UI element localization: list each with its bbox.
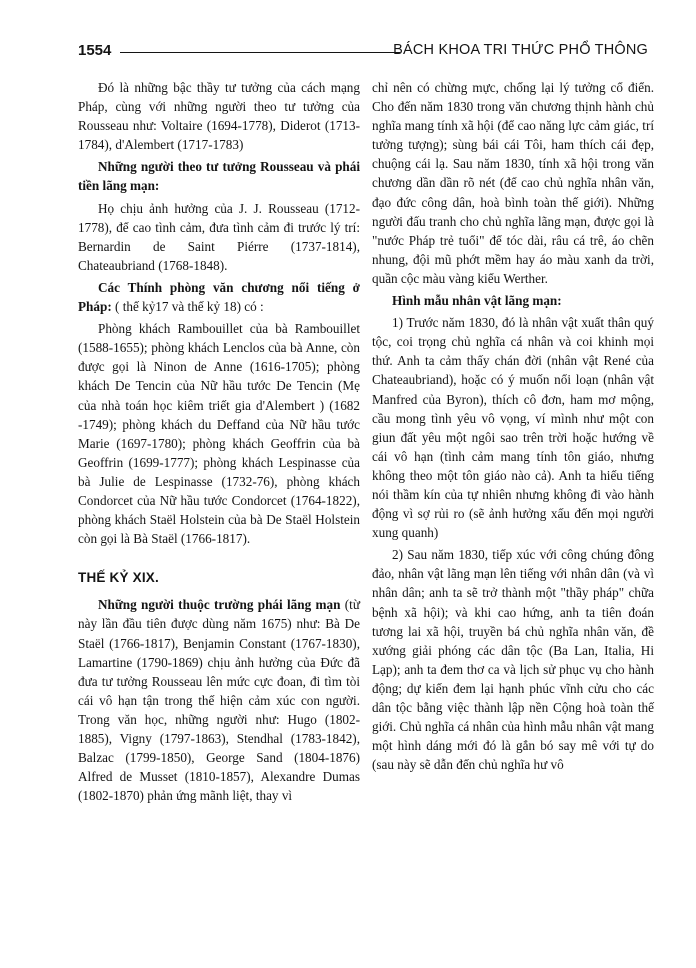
right-column: [372, 78, 654, 774]
paragraph-text: (từ này lần đầu tiên được dùng năm 1675) như: Bà De Staël (1766-1817), Benjamin Constant (1767-1830), Lamartine (1790-1869) chịu ảnh hưởng của Đức đã đưa tư tưởng Rousseau lên mức cực đoan, đi tìm tòi cái vô hạn tận trong thế hiện cảm xúc con người. Trong văn học, những người như: Hugo (1802-1885), Vigny (1797-1863), Stendhal (1783-1842), Balzac (1799-1850), George Sand (1804-1876) Alfred de Musset (1810-1857), Alexandre Dumas (1802-1870) phản ứng mãnh liệt, thay vì: [78, 597, 360, 804]
section-heading: Hình mẫu nhân vật lãng mạn:: [392, 293, 562, 309]
page-header: [78, 42, 648, 68]
paragraph: 2) Sau năm 1830, tiếp xúc với công chúng đông đảo, nhân vật lãng mạn lên tiếng với nhân dân (và vì nhân dân; anh ta sẽ trở thành một "thầy pháp" chữa bệnh xã hội); và khi cao hứng, anh ta tiên đoán tương lai xã hội, truyền bá chủ nghĩa nhân văn, đề xướng giải phóng các dân tộc (Ba Lan, Italia, Hi Lạp); anh ta đem thơ ca và lịch sử phục vụ cho hành động; dự kiến đem lại hạnh phúc vĩnh cửu cho các dân tộc bằng việc thành lập nền Cộng hoà toàn thế giới. Chủ nghĩa cá nhân của hình mẫu nhân vật mang một hình dáng mới đó là gắn bó say mê với tự do (sau này sẽ dẫn đến chủ nghĩa hư vô: [372, 547, 654, 773]
heading-note: ( thế kỷ17 và thế kỷ 18) có :: [111, 299, 264, 315]
section-heading: Những người thuộc trường phái lãng mạn: [98, 597, 341, 613]
paragraph: [78, 278, 360, 316]
left-column: [78, 78, 360, 805]
paragraph: chỉ nên có chừng mực, chống lại lý tưởng cổ điển. Cho đến năm 1830 trong văn chương thịnh hành chủ nghĩa mang tính xã hội (để cao năng lực cảm giác, trí tưởng tượng); sùng bái cái Tôi, ham thích cái đẹp, chuộng cái lạ. Sau năm 1830, tính xã hội trong văn chương dần dần rõ nét (để cao chủ nghĩa nhân văn, đạo đức công dân, hoà bình toàn thế giới). Những người đấu tranh cho chủ nghĩa lãng mạn, được gọi là "nước Pháp trẻ tuổi" để tóc dài, râu cá trê, áo chẽn nhung, đội mũ phớt mềm hay áo màu xanh da trời, quần cộc màu vàng kiểu Werther.: [372, 80, 654, 286]
running-title: BÁCH KHOA TRI THỨC PHỔ THÔNG: [393, 42, 648, 58]
paragraph: [78, 595, 360, 805]
section-heading: Những người theo tư tưởng Rousseau và phái tiền lãng mạn:: [78, 159, 360, 194]
page-number: 1554: [78, 42, 112, 59]
paragraph: Phòng khách Rambouillet của bà Rambouillet (1588-1655); phòng khách Lenclos của bà Anne, còn được gọi là Ninon de Anne (1616-1705); phòng khách De Tencin của Nữ hầu tước De Tencin (Mẹ của nhà toán học kiêm triết gia d'Alembert ) (1682 -1749); phòng khách du Deffand của Nữ hầu tước Marie (1697-1780); phòng khách Geoffrin của bà Geoffrin (1699-1777); phòng khách Lespinasse của bà Julie de Lespinasse (1732-76), phòng khách Condorcet của Nữ hầu tước Condorcet (1764-1822), phòng khách Staël Holstein của bà De Staël Holstein còn gọi là Bà Staël (1766-1817).: [78, 321, 360, 547]
paragraph: Đó là những bậc thầy tư tưởng của cách mạng Pháp, cùng với những người theo tư tưởng của Rousseau như: Voltaire (1694-1778), Diderot (1713-1784), d'Alembert (1717-1783): [78, 80, 360, 153]
chapter-title: THẾ KỶ XIX.: [78, 570, 159, 586]
header-rule: [120, 52, 400, 53]
paragraph: 1) Trước năm 1830, đó là nhân vật xuất thân quý tộc, coi trọng chủ nghĩa cá nhân và coi khinh mọi thứ. Anh ta cảm thấy chán đời (nhân vật René của Chateaubriand), hoặc có ý muốn nổi loạn (nhân vật Manfred của Byron), thích cô đơn, ham mơ mộng, cầu mong tình yêu vô vọng, ví mình như một con giun đất yêu một ngôi sao trên trời hoặc hướng về cái vô hạn (tình cảm mang tính tôn giáo, nhưng không theo một tôn giáo nào cả). Anh ta hiếu tiếng nói thầm kín của tự nhiên nhưng không đi vào hành động vì sợ rủi ro (sẽ ảnh hưởng xấu đến mọi người xung quanh): [372, 315, 654, 541]
section-heading: Các Thính phòng văn chương nổi tiếng ở Pháp:: [78, 279, 360, 315]
paragraph: Họ chịu ảnh hưởng của J. J. Rousseau (1712-1778), để cao tình cảm, đưa tình cảm đi trước lý trí: Bernardin de Saint Piérre (1737-1814), Chateaubriand (1768-1848).: [78, 200, 360, 273]
